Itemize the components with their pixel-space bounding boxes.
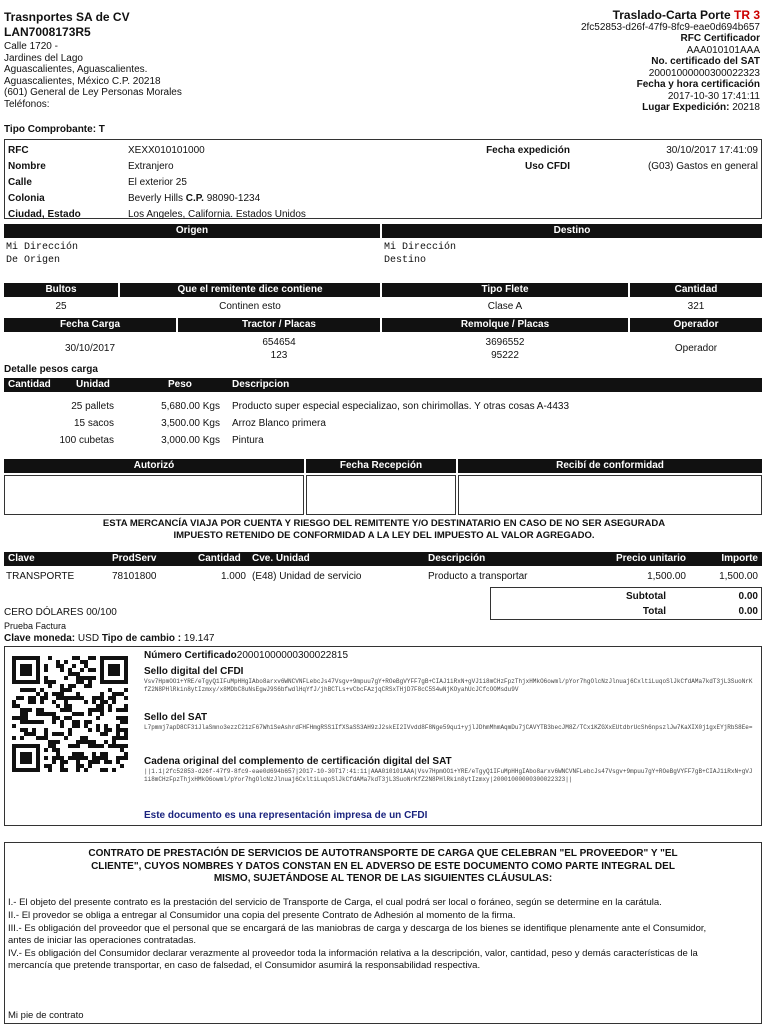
autorizo-header: Autorizó (4, 459, 304, 473)
issue-labels (440, 143, 570, 175)
cantidad-value: 321 (687, 301, 705, 312)
issuer-address (4, 41, 182, 110)
stamp-cert-label: Número Certificado (144, 650, 237, 661)
concept-precio-header: Precio unitario (615, 553, 686, 564)
sat-cert-label: No. certificado del SAT (651, 56, 760, 67)
concept-prodserv: 78101800 (112, 571, 157, 582)
place-label: Lugar Expedición: (642, 102, 730, 113)
issuer-address-line: Jardines del Lago (4, 52, 83, 64)
origin-header: Origen (4, 224, 380, 238)
issue-date-label: Fecha expedición (486, 145, 570, 156)
cadena-original: ||1.1|2fc52853-d26f-47f9-8fc9-eae0d694b657|2017-10-30T17:41:11|AAA010101AAA|Vsv7HpmOO1+YRE/eTgyQ1IFuMpHHgIAbo8arxv6WNCVNFLebcJs47Vsgv+9mpuu7gY+ROeBgVYFF7gB+CIAJ1iRxN+gVJ1i8mCHzFpzThjxHMkO6owml/pYor7hgOlcNzJlnuaj6CxltiLuqoSlJkCfdAMa7kdT3jL3SuoNrKfZ2N8PHlRkin8ytIzmxy|20001000000300022323|| (144, 768, 753, 783)
concept-cantidad: 1.000 (220, 571, 246, 582)
rfc-certifier: AAA010101AAA (686, 44, 760, 56)
issuer-name: Trasnportes SA de CV (4, 10, 130, 24)
concept-unidad-header: Cve. Unidad (252, 553, 310, 564)
contract-title-line: CONTRATO DE PRESTACIÓN DE SERVICIOS DE AUTOTRANSPORTE DE CARGA QUE CELEBRAN "EL PROVEEDOR" Y "EL (88, 848, 678, 859)
rfc-label: RFC (8, 145, 29, 156)
pesos-qty: 25 pallets (71, 401, 114, 412)
concept-clave-header: Clave (8, 553, 35, 564)
destination-header: Destino (382, 224, 762, 238)
origin-address (6, 241, 78, 267)
autorizo-signature-box[interactable] (4, 475, 304, 515)
notice-line: IMPUESTO RETENIDO DE CONFORMIDAD A LA LEY DEL IMPUESTO AL VALOR AGREGADO. (173, 530, 595, 541)
uso-cfdi-label: Uso CFDI (525, 161, 570, 172)
concept-importe-header: Importe (721, 553, 758, 564)
city-label: Ciudad, Estado (8, 209, 81, 220)
stamp-cert-line (144, 650, 348, 661)
tractor-plate: 123 (270, 350, 288, 361)
destination-address (384, 241, 456, 267)
issuer-regime: (601) General de Ley Personas Morales (4, 87, 182, 98)
cert-date: 2017-10-30 17:41:11 (667, 90, 760, 102)
contenido-value: Continen esto (219, 301, 281, 312)
cfdi-representation-note: Este documento es una representación impresa de un CFDI (144, 810, 428, 821)
total-label: Total (642, 606, 666, 617)
pesos-desc: Pintura (232, 435, 264, 446)
bultos-value: 25 (55, 301, 67, 312)
notice (0, 518, 768, 542)
street-label: Calle (8, 177, 32, 188)
origin-line: De Origen (6, 255, 61, 266)
cp-value: 98090-1234 (206, 193, 261, 204)
currency-label: Clave moneda: (4, 633, 76, 644)
remolque-plate: 95222 (491, 350, 519, 361)
contenido-header: Que el remitente dice contiene (120, 283, 380, 297)
exchange-rate-label: Tipo de cambio : (101, 633, 182, 644)
issuer-address-line: Aguascalientes, México C.P. 20218 (4, 75, 161, 87)
receiver-labels (8, 143, 81, 223)
concept-desc-header: Descripción (428, 553, 486, 564)
contract-clause: IV.- Es obligación del Consumidor declarar verazmente al proveedor toda la información relativa a la descripción, valor, cantidad, peso y demás características de la mercancía que pretende transportar, en caso de falsedad, el Consumidor asumirá la responsabilidad respectiva. (8, 948, 698, 971)
cadena-label: Cadena original del complemento de certificación digital del SAT (144, 756, 452, 767)
contract-clause: II.- El provedor se obliga a entregar al Consumidor una copia del presente Contrato de Adhesión al momento de la firma. (8, 910, 516, 921)
recepcion-header: Fecha Recepción (306, 459, 456, 473)
currency-line (4, 633, 214, 644)
concept-clave: TRANSPORTE (6, 571, 75, 582)
pesos-desc: Arroz Blanco primera (232, 418, 326, 429)
pesos-qty: 100 cubetas (59, 435, 114, 446)
test-note: Prueba Factura (4, 621, 67, 631)
contract-title (10, 848, 756, 886)
pesos-unidad-header: Unidad (76, 379, 110, 390)
tractor-header: Tractor / Placas (178, 318, 380, 332)
contract-clauses (8, 897, 724, 972)
conformidad-header: Recibí de conformidad (458, 459, 762, 473)
document-folio: TR 3 (733, 8, 760, 22)
tipo-flete-header: Tipo Flete (382, 283, 628, 297)
table-row (4, 415, 762, 432)
fecha-carga-header: Fecha Carga (4, 318, 176, 332)
rfc-value: XEXX010101000 (128, 145, 205, 156)
concept-precio: 1,500.00 (647, 571, 686, 582)
pesos-peso: 5,680.00 Kgs (161, 401, 220, 412)
contract-title-line: CLIENTE", CUYOS NOMBRES Y DATOS CONSTAN EN EL ADVERSO DE ESTE DOCUMENTO COMO PARTE INTEGRAL DEL (91, 860, 675, 872)
issuer-address-line: Aguascalientes, Aguascalientes. (4, 64, 148, 75)
uso-cfdi: (G03) Gastos en general (647, 161, 758, 172)
bultos-header: Bultos (4, 283, 118, 297)
currency-value: USD (77, 633, 100, 644)
rfc-certifier-label: RFC Certificador (680, 33, 760, 44)
name-label: Nombre (8, 161, 46, 172)
pesos-desc: Producto super especial especializao, son chirimollas. Y otras cosas A-4433 (232, 401, 570, 412)
subtotal-value: 0.00 (738, 591, 758, 602)
fecha-carga-value: 30/10/2017 (64, 343, 116, 354)
pesos-title: Detalle pesos carga (4, 364, 98, 375)
sello-cfdi-label: Sello digital del CFDI (144, 666, 244, 677)
total-value: 0.00 (738, 606, 758, 617)
contract-title-line: MISMO, SUJETÁNDOSE AL TENOR DE LAS SIGUIENTES CLÁUSULAS: (213, 873, 553, 884)
pesos-desc-header: Descripcion (232, 379, 290, 390)
cp-label: C.P. (185, 193, 204, 204)
colonia-label: Colonia (8, 193, 45, 204)
operador-header: Operador (630, 318, 762, 332)
remolque-values (382, 336, 628, 362)
concept-prodserv-header: ProdServ (112, 553, 157, 564)
sello-sat: L7pmmj7apD8CF31JlaSmno3ezzC21zF67Wh1SeAshrdFHFHmgRSS1IfXSaSS3AH9zJ2skEI2IVvdd8F8Nge59qu1+yjlJDhmMhmAqmDu7jCAVYTB3becJM8Z/TCx1KZGXxEUtdbrUcSh6npszlJw7KaXIX0j1gxEYjRbS8Ee= (144, 724, 753, 731)
pesos-cantidad-header: Cantidad (8, 379, 51, 390)
amount-in-words: CERO DÓLARES 00/100 (4, 607, 117, 618)
pesos-peso: 3,500.00 Kgs (161, 418, 220, 429)
receiver-values (128, 143, 306, 223)
issuer-rfc: LAN7008173R5 (4, 25, 91, 39)
remolque-id: 3696552 (485, 337, 525, 348)
remolque-header: Remolque / Placas (382, 318, 628, 332)
document-title: Traslado-Carta Porte (612, 8, 731, 22)
sello-cfdi: Vsv7HpmOO1+YRE/eTgyQ1IFuMpHHgIAbo8arxv6WNCVNFLebcJs47Vsgv+9mpuu7gY+ROeBgVYFF7gB+CIAJ1iRxN+gVJ1i8mCHzFpzThjxHMkO6owml/pYor7hgOlcNzJlnuaj6CxltiLuqoSlJkCfdAMa7kdT3jL3SuoNrKfZ2N8PHlRkin8ytIzmxy/x8MDbC8uNsEgwJ9S6bfwdlHqYfJ/jhBCTLs+vCbcFAzjqCRSxTHjD7F8cC5S4wNjKOyahUcJCfcOOMsdu9V (144, 678, 753, 693)
pesos-rows (4, 398, 762, 449)
cantidad-header: Cantidad (630, 283, 762, 297)
concept-desc: Producto a transportar (428, 571, 528, 582)
tractor-id: 654654 (262, 337, 296, 348)
pesos-qty: 15 sacos (73, 418, 114, 429)
contract-clause: I.- El objeto del presente contrato es la prestación del servicio de Transporte de Carga, el cual podrá ser local o foráneo, según se determine en la carátula. (8, 897, 662, 908)
table-row (4, 398, 762, 415)
exchange-rate-value: 19.147 (183, 633, 215, 644)
contract-clause: III.- Es obligación del proveedor que el personal que se encargará de las maniobras de carga y descarga de los bienes se identifique plenamente ante el Consumidor, antes de iniciar las operaciones contratadas. (8, 923, 707, 946)
destination-line: Destino (384, 255, 427, 266)
sello-sat-label: Sello del SAT (144, 712, 208, 723)
subtotal-label: Subtotal (626, 591, 666, 602)
pesos-peso: 3,000.00 Kgs (161, 435, 220, 446)
concept-importe: 1,500.00 (719, 571, 758, 582)
recepcion-date-box[interactable] (306, 475, 456, 515)
concept-cantidad-header: Cantidad (198, 553, 241, 564)
cert-date-label: Fecha y hora certificación (636, 79, 760, 90)
table-row (4, 432, 762, 449)
operador-value: Operador (674, 343, 718, 354)
document-header (500, 10, 760, 114)
qr-code (12, 656, 128, 772)
sat-cert: 20001000000300022323 (648, 67, 760, 79)
tractor-values (178, 336, 380, 362)
pesos-header-bar (4, 378, 762, 392)
stamp-cert-value: 20001000000300022815 (236, 650, 349, 661)
tipo-flete-value: Clase A (487, 301, 523, 312)
notice-line: ESTA MERCANCÍA VIAJA POR CUENTA Y RIESGO DEL REMITENTE Y/O DESTINATARIO EN CASO DE NO SER ASEGURADA (102, 518, 666, 529)
issue-values (648, 143, 758, 175)
issuer-phones: Teléfonos: (4, 98, 50, 110)
contract-footer: Mi pie de contrato (8, 1010, 84, 1021)
colonia-value: Beverly Hills (128, 193, 184, 204)
destination-line: Mi Dirección (384, 242, 457, 253)
place-value: 20218 (732, 102, 760, 113)
city-value: Los Angeles, California. Estados Unidos (128, 209, 306, 220)
origin-line: Mi Dirección (6, 242, 79, 253)
issue-date: 30/10/2017 17:41:09 (666, 145, 758, 156)
issuer-address-line: Calle 1720 - (4, 41, 58, 52)
name-value: Extranjero (128, 161, 174, 172)
document-uuid: 2fc52853-d26f-47f9-8fc9-eae0d694b657 (580, 21, 760, 33)
tipo-comprobante: Tipo Comprobante: T (4, 124, 105, 135)
street-value: El exterior 25 (128, 177, 187, 188)
concept-unidad: (E48) Unidad de servicio (252, 571, 362, 582)
conformidad-signature-box[interactable] (458, 475, 762, 515)
pesos-peso-header: Peso (168, 379, 192, 390)
